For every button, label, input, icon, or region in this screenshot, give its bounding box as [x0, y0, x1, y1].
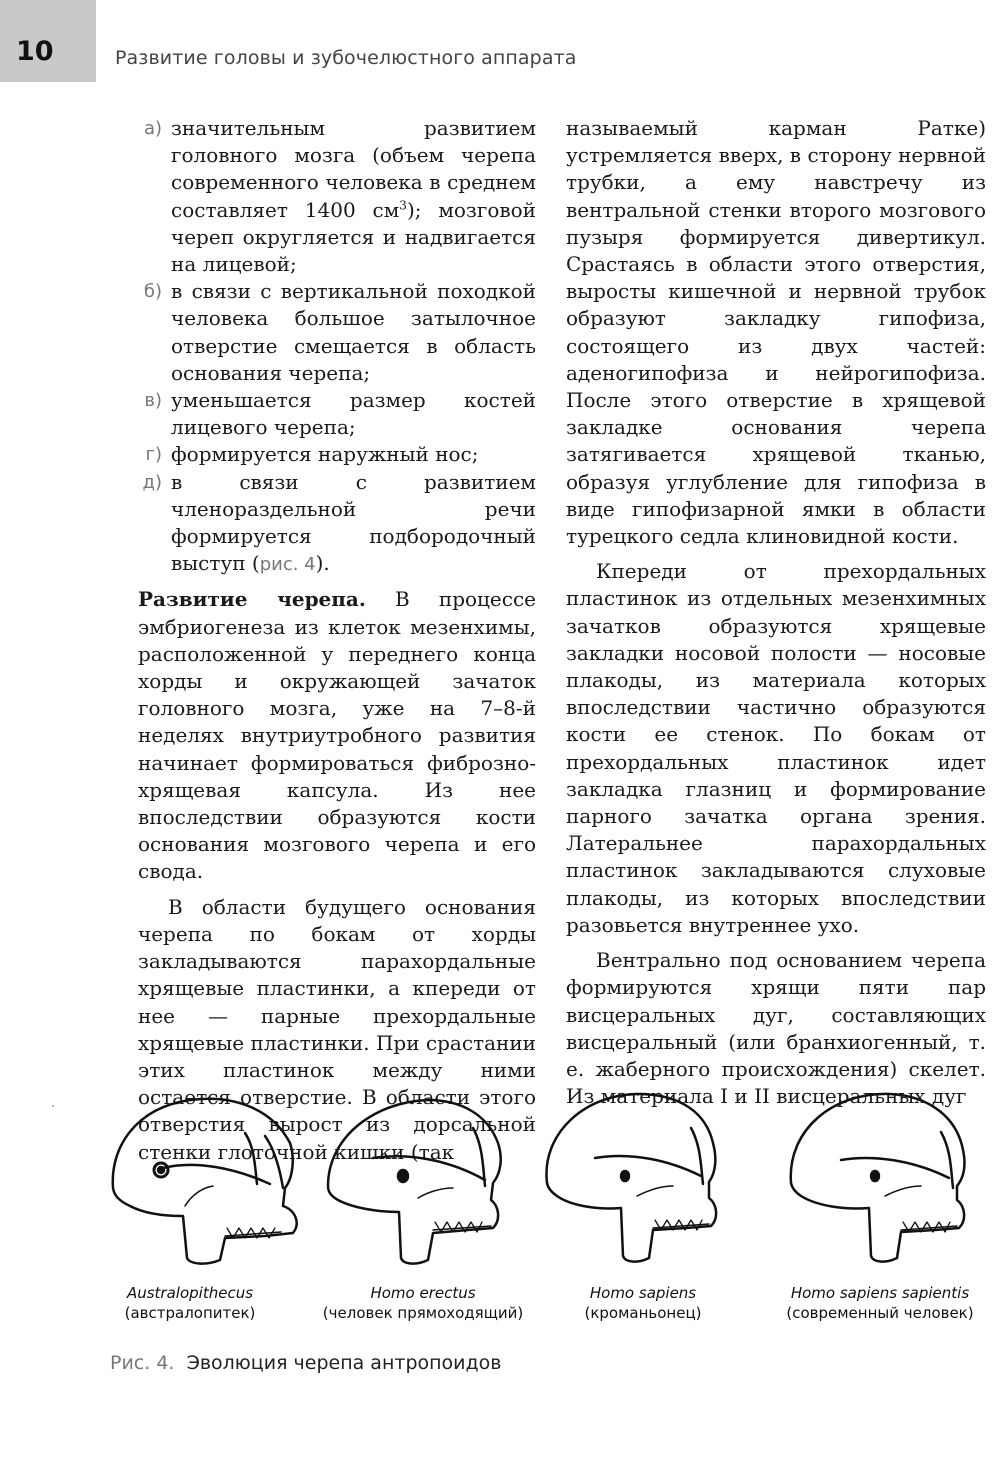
paragraph-text: В процессе эмбриогенеза из клеток мезенхимы, расположенной у переднего конца хорды и окружающей зачаток головного мозга, уже на 7–8-й неделях внутриутробного развития начинает формироваться фиброзно-хрящевая капсула. Из нее впоследствии образуются кости основания мозгового черепа и его свода. — [138, 587, 536, 884]
list-marker: д) — [142, 471, 162, 493]
figure-label: Рис. 4. — [110, 1352, 175, 1374]
skull-caption — [308, 1283, 538, 1323]
species-russian-name: (кроманьонец) — [584, 1304, 702, 1322]
left-column — [138, 115, 536, 1166]
list-marker: в) — [144, 390, 162, 412]
species-latin-name: Homo sapiens sapientis — [790, 1284, 970, 1302]
species-russian-name: (человек прямоходящий) — [322, 1304, 524, 1322]
list-item — [138, 278, 536, 387]
species-latin-name: Homo erectus — [370, 1284, 476, 1302]
section-heading: Развитие черепа. — [138, 587, 366, 612]
margin-mark — [52, 1105, 54, 1107]
list-marker: б) — [143, 281, 162, 303]
skull-caption — [75, 1283, 305, 1323]
skull-evolution-figure — [105, 1088, 995, 1288]
list-item — [138, 441, 536, 468]
species-russian-name: (современный человек) — [786, 1304, 974, 1322]
list-text: ); мозговой череп округляется и надвигается на лицевой; — [171, 197, 536, 277]
species-latin-name: Homo sapiens — [589, 1284, 697, 1302]
right-column — [566, 115, 986, 1110]
paragraph — [138, 586, 536, 885]
figure-reference-link[interactable]: рис. 4 — [259, 554, 316, 576]
skull-homo-erectus-illustration — [323, 1088, 523, 1278]
list-text: значительным развитием головного мозга (объем черепа современного человека в среднем составляет 1400 см — [171, 116, 536, 222]
list-item — [138, 115, 536, 278]
skull-caption — [528, 1283, 758, 1323]
paragraph: В области будущего основания черепа по бокам от хорды закладываются парахордальные хрящевые пластинки, а кпереди от нее — парные прехордальные хрящевые пластинки. При срастании этих пластинок между ними остается отверстие. В области этого отверстия вырост из дорсальной стенки глоточной кишки (так — [138, 894, 536, 1164]
paragraph: Вентрально под основанием черепа формируются хрящи пяти пар висцеральных дуг, составляющих висцеральный (или бранхиогенный, т. е. жаберного происхождения) скелет. Из материала I и II висцеральных дуг — [566, 948, 986, 1109]
skull-caption — [765, 1283, 995, 1323]
list-text: ). — [315, 551, 330, 576]
skull-australopithecus-illustration — [105, 1088, 305, 1278]
figure-caption — [110, 1352, 501, 1374]
list-text: в связи с вертикальной походкой человека большое затылочное отверстие смещается в область основания черепа; — [171, 279, 536, 385]
figure-caption-text: Эволюция черепа антропоидов — [186, 1352, 502, 1374]
species-russian-name: (австралопитек) — [124, 1304, 256, 1322]
list-text: уменьшается размер костей лицевого черепа; — [171, 388, 536, 440]
superscript: 3 — [399, 197, 407, 212]
paragraph: называемый карман Ратке) устремляется вверх, в сторону нервной трубки, а ему навстречу из вентральной стенки второго мозгового пузыря формируется дивертикул. Срастаясь в области этого отверстия, выросты кишечной и нервной трубок образуют закладку гипофиза, состоящего из двух частей: аденогипофиза и нейрогипофиза. После этого отверстие в хрящевой закладке основания черепа затягивается хрящевой тканью, образуя углубление для гипофиза в виде гипофизарной ямки в области турецкого седла клиновидной кости. — [566, 116, 986, 549]
species-latin-name: Australopithecus — [126, 1284, 254, 1302]
list-text: формируется наружный нос; — [171, 442, 479, 467]
skull-homo-sapiens-illustration — [541, 1088, 741, 1278]
page-number: 10 — [16, 36, 54, 67]
skull-homo-sapiens-sapientis-illustration — [785, 1088, 985, 1278]
running-title: Развитие головы и зубочелюстного аппарата — [115, 47, 577, 69]
list-item — [138, 387, 536, 441]
list-text: в связи с развитием членораздельной речи формируется подбородочный выступ ( — [171, 469, 536, 576]
list-item — [138, 469, 536, 579]
list-marker: а) — [143, 118, 162, 139]
paragraph: Кпереди от прехордальных пластинок из отдельных мезенхимных зачатков образуются хрящевые закладки носовой полости — носовые плакоды, из материала которых впоследствии частично образуются кости ее стенок. По бокам от прехордальных пластинок идет закладка глазниц и формирование парного зачатка органа зрения. Латеральнее парахордальных пластинок закладываются слуховые плакоды, из которых впоследствии разовьется внутреннее ухо. — [566, 559, 986, 937]
list-marker: г) — [145, 444, 162, 466]
